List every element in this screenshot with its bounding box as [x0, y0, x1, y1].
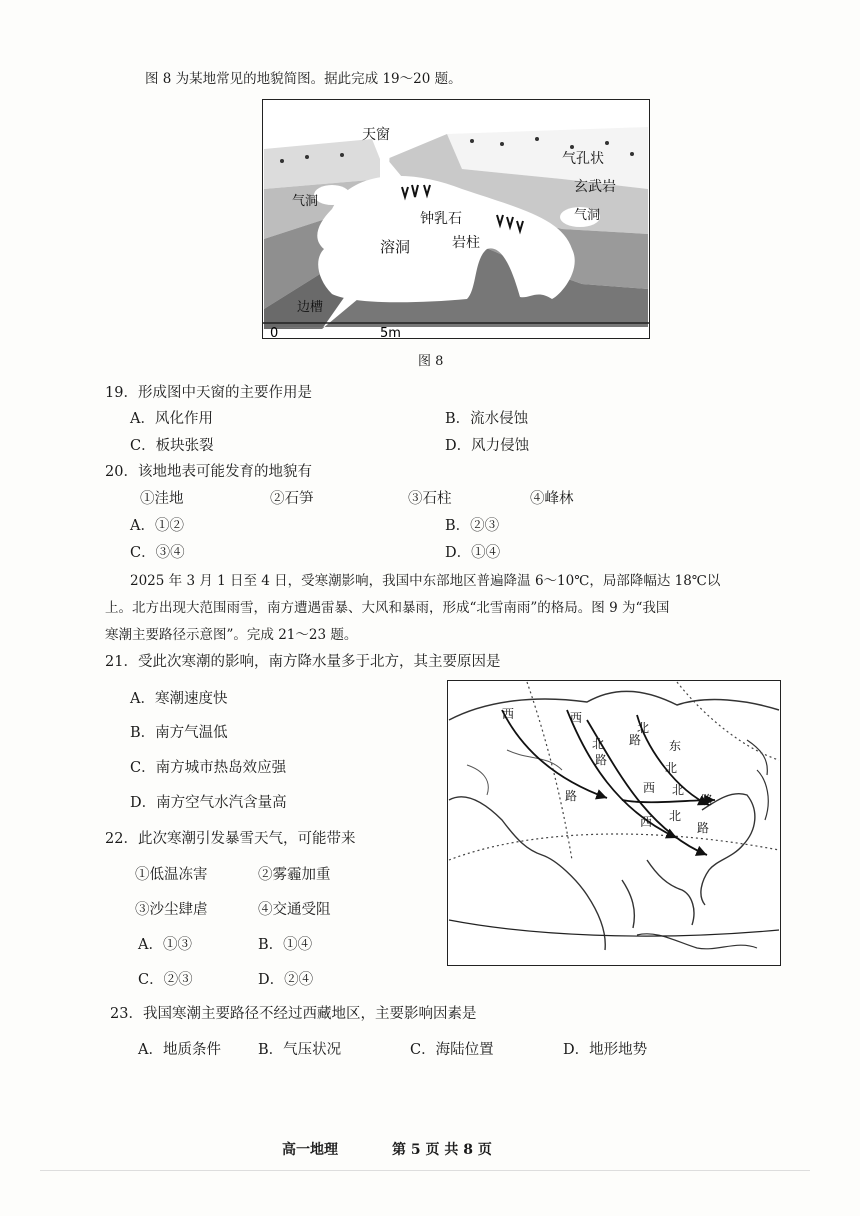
q21-option-c: C．南方城市热岛效应强	[130, 760, 287, 776]
cold-wave-route-map	[447, 680, 781, 966]
intro-text: 图 8 为某地常见的地貌简图。据此完成 19～20 题。	[145, 71, 462, 87]
q20-option-c: C．③④	[130, 545, 185, 561]
label-xilu-2: 路	[565, 789, 578, 803]
label-qidong-right: 气洞	[574, 208, 601, 223]
q20-item-4: ④峰林	[530, 491, 574, 507]
q19-stem: 19．形成图中天窗的主要作用是	[105, 385, 312, 401]
q22-option-a: A．①③	[138, 937, 192, 953]
q19-option-a: A．风化作用	[130, 411, 213, 427]
q22-stem: 22．此次寒潮引发暴雪天气，可能带来	[105, 831, 356, 847]
label-xibeilu-1: 西	[643, 781, 656, 795]
label-xilu-1: 西	[502, 707, 515, 721]
label-xibei-3: 路	[595, 753, 608, 767]
q21-option-d: D．南方空气水汽含量高	[130, 795, 287, 811]
q22-item-2: ②雾霾加重	[258, 867, 331, 883]
q19-option-b: B．流水侵蚀	[445, 411, 529, 427]
label-biancao: 边槽	[297, 300, 324, 315]
karst-cave-diagram	[262, 99, 650, 339]
q21-option-a: A．寒潮速度快	[130, 691, 228, 707]
q23-option-c: C．海陆位置	[410, 1042, 494, 1058]
label-xibei-2: 北	[592, 737, 605, 751]
q22-option-d: D．②④	[258, 972, 314, 988]
q23-option-d: D．地形地势	[563, 1042, 648, 1058]
q22-item-3: ③沙尘肆虐	[135, 902, 208, 918]
para-line-1: 2025 年 3 月 1 日至 4 日，受寒潮影响，我国中东部地区普遍降温 6～10℃，局部降幅达 18℃以	[130, 573, 721, 589]
q22-item-4: ④交通受阻	[258, 902, 331, 918]
q21-stem: 21．受此次寒潮的影响，南方降水量多于北方，其主要原因是	[105, 654, 501, 670]
q23-stem: 23．我国寒潮主要路径不经过西藏地区，主要影响因素是	[110, 1006, 477, 1022]
label-xilu2-3: 路	[697, 821, 710, 835]
label-zhongrushi: 钟乳石	[420, 211, 462, 227]
q22-item-1: ①低温冻害	[135, 867, 208, 883]
q21-option-b: B．南方气温低	[130, 725, 228, 741]
q23-option-a: A．地质条件	[138, 1042, 221, 1058]
label-dongbei-1: 北	[637, 721, 650, 735]
q20-option-d: D．①④	[445, 545, 501, 561]
figure-8-caption: 图 8	[418, 354, 444, 369]
label-dongbei-3: 东	[669, 739, 682, 753]
label-xilu2-2: 北	[669, 809, 682, 823]
para-line-3: 寒潮主要路径示意图”。完成 21～23 题。	[105, 627, 358, 643]
label-tianchuang: 天窗	[362, 127, 390, 143]
para-line-2: 上。北方出现大范围雨雪，南方遭遇雷暴、大风和暴雨，形成“北雪南雨”的格局。图 9 为“我国	[105, 600, 670, 616]
scale-end: 5m	[380, 326, 401, 339]
footer-subject: 高一地理	[282, 1142, 338, 1158]
label-xibei-1: 西	[570, 711, 583, 725]
label-qidong-left: 气洞	[292, 194, 319, 209]
scale-start: 0	[270, 326, 279, 339]
q19-option-d: D．风力侵蚀	[445, 438, 530, 454]
label-qikongzhuang: 气孔状	[562, 151, 604, 167]
footer-page: 第 5 页 共 8 页	[392, 1142, 492, 1158]
q20-item-2: ②石笋	[270, 491, 314, 507]
q22-option-b: B．①④	[258, 937, 313, 953]
label-dongbei-4: 北	[665, 761, 678, 775]
label-rongdong: 溶洞	[380, 238, 411, 256]
label-xibeilu-3: 路	[701, 793, 714, 807]
figure-9-map	[447, 680, 781, 966]
label-dongbei-2: 路	[629, 733, 642, 747]
q20-option-a: A．①②	[130, 518, 184, 534]
q20-item-3: ③石柱	[408, 491, 452, 507]
label-yanzhu: 岩柱	[452, 235, 480, 251]
q19-option-c: C．板块张裂	[130, 438, 214, 454]
footer-rule	[40, 1170, 810, 1171]
q23-option-b: B．气压状况	[258, 1042, 342, 1058]
label-xuanwuyan: 玄武岩	[574, 179, 616, 195]
label-xibeilu-2: 北	[672, 783, 685, 797]
figure-8	[262, 99, 650, 339]
label-xilu2-1: 西	[640, 815, 653, 829]
q20-item-1: ①洼地	[140, 491, 184, 507]
q22-option-c: C．②③	[138, 972, 193, 988]
q20-stem: 20．该地地表可能发育的地貌有	[105, 464, 312, 480]
q20-option-b: B．②③	[445, 518, 500, 534]
